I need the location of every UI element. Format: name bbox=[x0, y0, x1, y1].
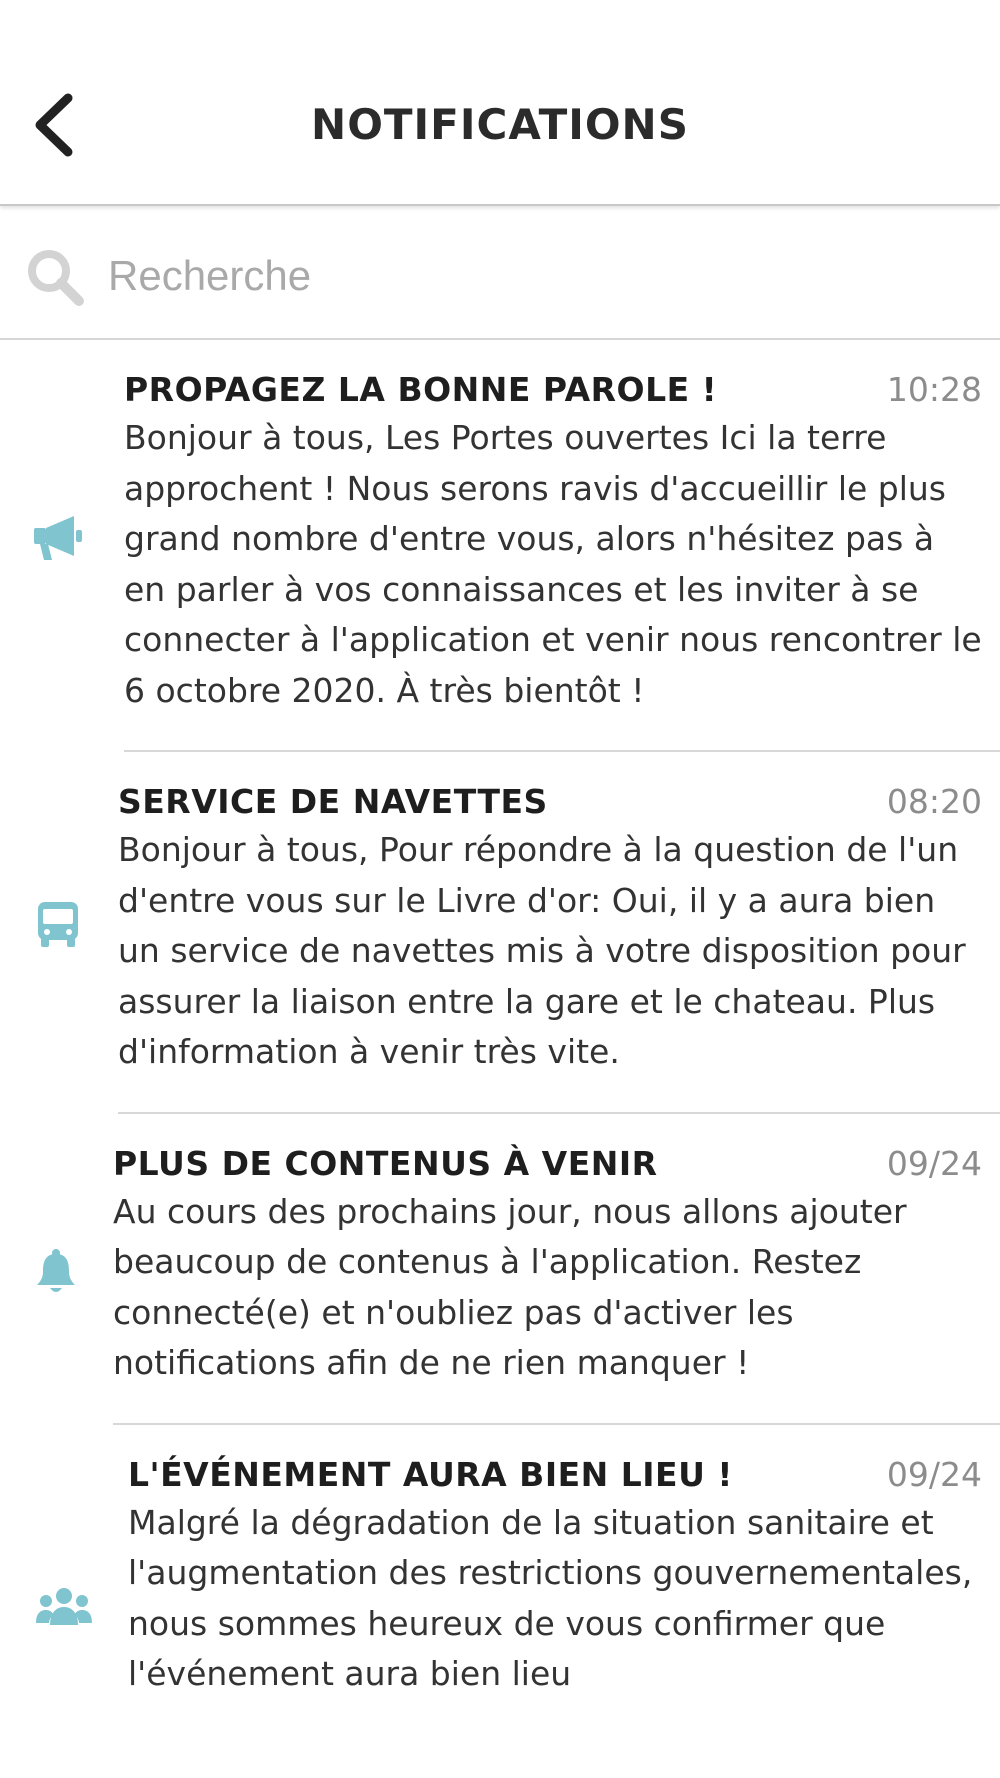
page-title: NOTIFICATIONS bbox=[311, 100, 689, 149]
search-bar bbox=[0, 206, 1000, 340]
notification-body: Bonjour à tous, Pour répondre à la question de l'un d'entre vous sur le Livre d'or: Oui, il y a aura bien un service de navettes mis à votre disposition pour assurer la liaison entre la gare et le chateau. Plus d'information à venir très vite. bbox=[118, 830, 966, 1071]
megaphone-icon bbox=[30, 512, 90, 564]
users-icon bbox=[36, 1587, 92, 1627]
notification-item[interactable] bbox=[0, 340, 1000, 750]
bell-icon bbox=[34, 1248, 78, 1296]
search-icon bbox=[24, 246, 86, 308]
notification-title: L'ÉVÉNEMENT AURA BIEN LIEU ! bbox=[128, 1454, 733, 1494]
notification-title: PROPAGEZ LA BONNE PAROLE ! bbox=[124, 370, 718, 409]
notification-time: 09/24 bbox=[886, 1454, 982, 1494]
notification-item[interactable] bbox=[0, 752, 1000, 1112]
notification-body: Au cours des prochains jour, nous allons ajouter beaucoup de contenus à l'application. Restez connecté(e) et n'oubliez pas d'activer les notifications afin de ne rien manquer ! bbox=[113, 1191, 907, 1382]
notification-time: 08:20 bbox=[886, 782, 982, 821]
notification-list bbox=[0, 340, 1000, 1734]
bus-icon bbox=[34, 900, 82, 948]
notification-body: Malgré la dégradation de la situation sanitaire et l'augmentation des restrictions gouvernementales, nous sommes heureux de vous confirmer que l'événement aura bien lieu bbox=[128, 1502, 973, 1693]
notification-time: 09/24 bbox=[886, 1143, 982, 1183]
notification-time: 10:28 bbox=[886, 370, 982, 409]
search-input[interactable] bbox=[106, 246, 970, 306]
notification-title: PLUS DE CONTENUS À VENIR bbox=[113, 1143, 658, 1183]
notification-title: SERVICE DE NAVETTES bbox=[118, 782, 548, 821]
notification-item[interactable] bbox=[0, 1114, 1000, 1423]
app-header bbox=[0, 0, 1000, 206]
notification-body: Bonjour à tous, Les Portes ouvertes Ici la terre approchent ! Nous serons ravis d'accueillir le plus grand nombre d'entre vous, alors n'hésitez pas à en parler à vos connaissances et les inviter à se connecter à l'application et venir nous rencontrer le 6 octobre 2020. À très bientôt ! bbox=[124, 418, 982, 710]
notification-item[interactable] bbox=[0, 1425, 1000, 1734]
